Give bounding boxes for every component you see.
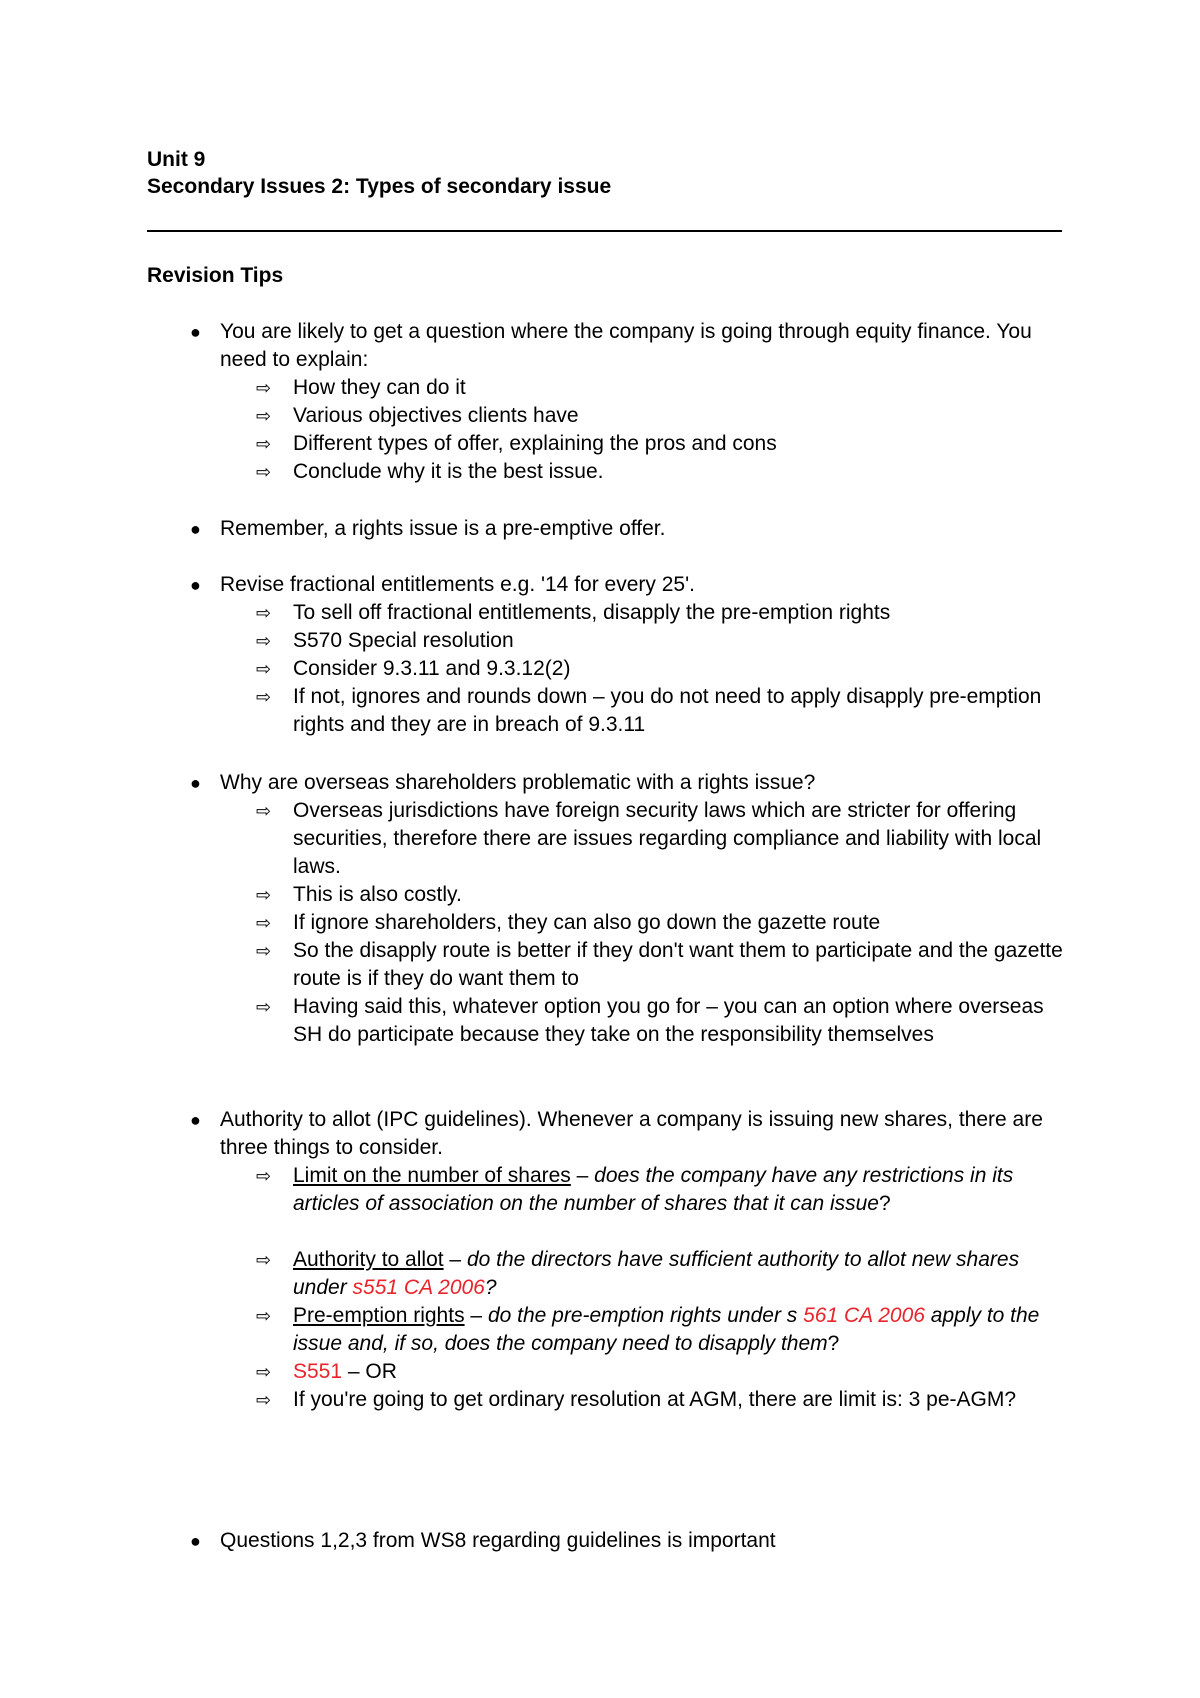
dash-text: – — [464, 1304, 488, 1327]
sub-underlined-text: Authority to allot — [293, 1248, 444, 1271]
sub-item — [256, 430, 1073, 458]
bullet-item — [190, 1527, 1070, 1555]
sub-text: Overseas jurisdictions have foreign security laws which are stricter for offering securities, therefore there are issues regarding compliance and liability with local laws. — [293, 799, 1042, 878]
sub-text: Various objectives clients have — [293, 404, 579, 427]
sub-end-text: ? — [484, 1276, 497, 1299]
statute-reference: s551 CA 2006 — [352, 1276, 485, 1299]
statute-reference: S551 — [293, 1360, 343, 1383]
arrow-icon: ⇨ — [256, 462, 272, 482]
arrow-icon: ⇨ — [256, 941, 272, 961]
sub-item — [256, 1246, 1073, 1302]
sub-text: Conclude why it is the best issue. — [293, 460, 604, 483]
arrow-icon: ⇨ — [256, 1166, 272, 1186]
dash-text: – — [570, 1164, 595, 1187]
arrow-icon: ⇨ — [256, 687, 272, 707]
bullet-text: Revise fractional entitlements e.g. '14 for every 25'. — [220, 573, 695, 596]
arrow-icon: ⇨ — [256, 631, 272, 651]
sub-text: Consider 9.3.11 and 9.3.12(2) — [293, 657, 571, 680]
sub-italic-text: does the company have any restrictions in its articles of association on the number of shares that it can issue — [293, 1164, 1014, 1215]
bullet-icon: ● — [190, 1110, 201, 1130]
sub-item — [256, 937, 1073, 993]
sub-text: Different types of offer, explaining the pros and cons — [293, 432, 777, 455]
sub-text: S570 Special resolution — [293, 629, 514, 652]
bullet-icon: ● — [190, 322, 201, 342]
bullet-item — [190, 318, 1070, 374]
bullet-text: You are likely to get a question where the company is going through equity finance. You need to explain: — [220, 320, 1032, 371]
bullet-icon: ● — [190, 519, 201, 539]
sub-text: This is also costly. — [293, 883, 462, 906]
sub-text: If you're going to get ordinary resolution at AGM, there are limit is: 3 pe-AGM? — [293, 1388, 1017, 1411]
arrow-icon: ⇨ — [256, 1362, 272, 1382]
horizontal-rule — [147, 230, 1062, 232]
sub-text: So the disapply route is better if they don't want them to participate and the gazette route is if they do want them to — [293, 939, 1063, 990]
sub-text: Having said this, whatever option you go for – you can an option where overseas SH do participate because they take on the responsibility themselves — [293, 995, 1044, 1046]
bullet-item — [190, 769, 1070, 797]
sub-underlined-text: Limit on the number of shares — [293, 1164, 571, 1187]
sub-italic-text: do the pre-emption rights under s — [487, 1304, 804, 1327]
bullet-item — [190, 1106, 1070, 1162]
bullet-item — [190, 571, 1070, 599]
bullet-icon: ● — [190, 575, 201, 595]
sub-item — [256, 599, 1073, 627]
dash-text: – — [443, 1248, 467, 1271]
sub-item — [256, 1386, 1073, 1414]
sub-text: If ignore shareholders, they can also go down the gazette route — [293, 911, 881, 934]
sub-underlined-text: Pre-emption rights — [293, 1304, 465, 1327]
document-subtitle: Secondary Issues 2: Types of secondary issue — [147, 175, 612, 198]
arrow-icon: ⇨ — [256, 434, 272, 454]
bullet-text: Why are overseas shareholders problematic with a rights issue? — [220, 771, 816, 794]
bullet-icon: ● — [190, 1531, 201, 1551]
arrow-icon: ⇨ — [256, 1250, 272, 1270]
arrow-icon: ⇨ — [256, 997, 272, 1017]
sub-item — [256, 402, 1073, 430]
sub-italic-text: do the directors have sufficient authority to allot new shares under — [293, 1248, 1020, 1299]
arrow-icon: ⇨ — [256, 1306, 272, 1326]
bullet-text: Authority to allot (IPC guidelines). Whenever a company is issuing new shares, there are three things to consider. — [220, 1108, 1043, 1159]
sub-text: To sell off fractional entitlements, disapply the pre-emption rights — [293, 601, 891, 624]
sub-end-text: ? — [827, 1332, 840, 1355]
sub-item — [256, 458, 1073, 486]
sub-item — [256, 909, 1073, 937]
sub-item — [256, 655, 1073, 683]
sub-end-text: ? — [878, 1192, 891, 1215]
sub-text: – OR — [342, 1360, 397, 1383]
sub-item — [256, 683, 1073, 739]
sub-item — [256, 627, 1073, 655]
statute-reference: 561 CA 2006 — [803, 1304, 925, 1327]
arrow-icon: ⇨ — [256, 406, 272, 426]
arrow-icon: ⇨ — [256, 378, 272, 398]
section-heading: Revision Tips — [147, 264, 284, 287]
bullet-text: Questions 1,2,3 from WS8 regarding guidelines is important — [220, 1529, 776, 1552]
sub-item — [256, 1302, 1073, 1358]
sub-italic-text: apply to the issue and, if so, does the company need to disapply them — [293, 1304, 1040, 1355]
bullet-icon: ● — [190, 773, 201, 793]
sub-text: If not, ignores and rounds down – you do not need to apply disapply pre-emption rights and they are in breach of 9.3.11 — [293, 685, 1042, 736]
sub-item — [256, 1162, 1073, 1218]
unit-title: Unit 9 — [147, 148, 206, 171]
bullet-item — [190, 515, 1070, 543]
arrow-icon: ⇨ — [256, 603, 272, 623]
sub-item — [256, 797, 1073, 881]
bullet-text: Remember, a rights issue is a pre-emptive offer. — [220, 517, 666, 540]
arrow-icon: ⇨ — [256, 1390, 272, 1410]
sub-text: How they can do it — [293, 376, 466, 399]
arrow-icon: ⇨ — [256, 659, 272, 679]
sub-item — [256, 881, 1073, 909]
sub-item — [256, 993, 1073, 1049]
arrow-icon: ⇨ — [256, 801, 272, 821]
sub-item — [256, 1358, 1073, 1386]
arrow-icon: ⇨ — [256, 885, 272, 905]
arrow-icon: ⇨ — [256, 913, 272, 933]
sub-item — [256, 374, 1073, 402]
